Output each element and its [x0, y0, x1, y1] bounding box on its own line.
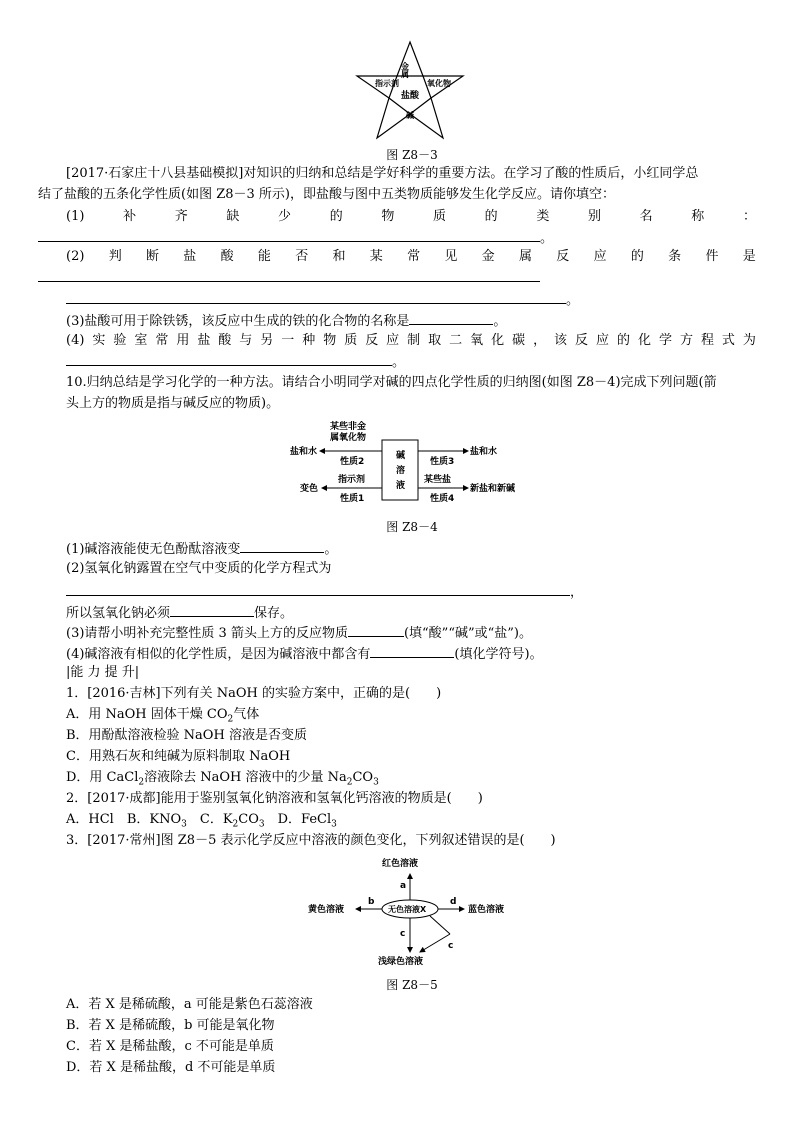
- spaced-char: 应: [386, 333, 400, 348]
- answer-blank[interactable]: [348, 623, 404, 637]
- q10-part2-answer-line: ，: [66, 582, 583, 602]
- nonmetal-oxide-label1: 某些非金: [330, 422, 367, 432]
- spaced-char: 盐: [183, 249, 197, 264]
- q10-part3: (3)请帮小明补充完整性质 3 箭头上方的反应物质 (填“酸”“碱”或“盐”)。: [66, 623, 532, 643]
- spaced-char: 质: [344, 333, 358, 348]
- spaced-char: 常: [407, 249, 421, 264]
- spaced-char: 制: [407, 333, 421, 348]
- spaced-char: 少: [278, 209, 292, 224]
- mc1-option-c[interactable]: C．用熟石灰和纯碱为原料制取 NaOH: [66, 749, 291, 764]
- property2-label: 性质2: [340, 457, 365, 467]
- colorless-solution-x-label: 无色溶液X: [388, 905, 427, 914]
- spaced-char: 酸: [218, 333, 232, 348]
- spaced-char: 与: [239, 333, 253, 348]
- spaced-char: 的: [329, 209, 343, 224]
- q9-intro-line1: [2017·石家庄十八县基础模拟]对知识的归纳和总结是学好科学的重要方法。在学习了酸的性质后，小红同学总: [66, 166, 699, 181]
- spaced-char: 齐: [174, 209, 188, 224]
- spaced-char: 化: [637, 333, 651, 348]
- spaced-char: 程: [700, 333, 714, 348]
- spaced-char: 类: [536, 209, 550, 224]
- star-center-label: 盐酸: [401, 91, 420, 101]
- spaced-char: 是: [742, 249, 756, 264]
- q9-part4: [66, 332, 756, 350]
- spaced-char: 氧: [470, 333, 484, 348]
- answer-blank[interactable]: [170, 603, 254, 617]
- answer-blank[interactable]: [38, 228, 540, 242]
- spaced-char: 的: [630, 249, 644, 264]
- mc2-stem: 2．[2017·成都]能用于鉴别氢氧化钠溶液和氢氧化钙溶液的物质是( ): [66, 791, 483, 806]
- q10-intro-line2: 头上方的物质是指与碱反应的物质)。: [66, 396, 280, 411]
- property3-label: 性质3: [430, 457, 455, 467]
- spaced-char: 常: [155, 333, 169, 348]
- spaced-char: 补: [123, 209, 137, 224]
- q9-part2-answer-line1: [38, 268, 540, 288]
- answer-blank[interactable]: [66, 290, 566, 304]
- spaced-char: 盐: [197, 333, 211, 348]
- label-c: c: [400, 929, 406, 939]
- property4-label: 性质4: [430, 494, 455, 504]
- answer-blank[interactable]: [66, 352, 392, 366]
- label-a: a: [400, 881, 407, 891]
- label-d: d: [450, 897, 457, 907]
- spaced-char: 的: [617, 333, 631, 348]
- q10-part4: (4)碱溶液有相似的化学性质，是因为碱溶液中都含有 (填化学符号)。: [66, 644, 543, 664]
- spaced-char: 该: [554, 333, 568, 348]
- spaced-char: 物: [323, 333, 337, 348]
- spaced-char: 一: [281, 333, 295, 348]
- spaced-char: 属: [518, 249, 532, 264]
- figure-caption: 图 Z8－5: [386, 978, 438, 992]
- mc1-option-b[interactable]: B．用酚酞溶液检验 NaOH 溶液是否变质: [66, 728, 307, 743]
- q9-part2-answer-line2: 。: [66, 290, 579, 310]
- property1-label: 性质1: [340, 494, 365, 504]
- spaced-char: 式: [721, 333, 735, 348]
- star-left-label: 指示剂: [375, 79, 399, 88]
- figure-caption: 图 Z8－3: [386, 148, 438, 162]
- mc3-stem: 3．[2017·常州]图 Z8－5 表示化学反应中溶液的颜色变化，下列叙述错误的是( ): [66, 833, 556, 848]
- label-c-right: c: [448, 941, 454, 951]
- spaced-char: 二: [449, 333, 463, 348]
- spaced-char: 另: [260, 333, 274, 348]
- spaced-char: 酸: [220, 249, 234, 264]
- spaced-char: 验: [113, 333, 127, 348]
- q10-part2: (2)氢氧化钠露置在空气中变质的化学方程式为: [66, 561, 332, 576]
- spaced-char: 缺: [226, 209, 240, 224]
- color-change-diagram: [300, 852, 520, 972]
- spaced-char: 方: [679, 333, 693, 348]
- spaced-char: ，: [533, 333, 547, 348]
- base-properties-diagram: [290, 418, 530, 508]
- spaced-char: 的: [484, 209, 498, 224]
- spaced-char: 件: [705, 249, 719, 264]
- spaced-char: (4): [66, 333, 85, 348]
- spaced-char: 反: [556, 249, 570, 264]
- star-diagram: [355, 38, 470, 143]
- spaced-char: 别: [587, 209, 601, 224]
- spaced-char: ：: [742, 209, 756, 224]
- spaced-char: (2): [66, 249, 85, 264]
- spaced-char: 金: [481, 249, 495, 264]
- new-salts-label: 新盐和新碱: [470, 484, 516, 494]
- spaced-char: 条: [668, 249, 682, 264]
- spaced-char: 某: [369, 249, 383, 264]
- spaced-char: 种: [302, 333, 316, 348]
- answer-blank[interactable]: [240, 539, 324, 553]
- q9-intro-line2: 结了盐酸的五条化学性质(如图 Z8－3 所示)，即盐酸与图中五类物质能够发生化学反应。请你填空：: [38, 187, 615, 202]
- spaced-char: 断: [146, 249, 160, 264]
- light-green-solution-label: 浅绿色溶液: [378, 957, 424, 967]
- mc1-option-d[interactable]: D．用 CaCl$_2$溶液除去 NaOH 溶液中的少量 $Na_2CO_3$: [66, 770, 379, 788]
- red-solution-label: 红色溶液: [382, 859, 419, 869]
- spaced-char: 见: [444, 249, 458, 264]
- indicator-label: 指示剂: [338, 475, 366, 485]
- spaced-char: 名: [639, 209, 653, 224]
- spaced-char: 实: [92, 333, 106, 348]
- q10-part1: (1)碱溶液能使无色酚酞溶液变 。: [66, 539, 337, 559]
- spaced-char: 否: [295, 249, 309, 264]
- star-top-label: 金属: [400, 62, 410, 78]
- q10-part2b: 所以氢氧化钠必须 保存。: [66, 603, 293, 623]
- figure-caption: 图 Z8－4: [386, 520, 438, 534]
- nonmetal-oxide-label2: 属氧化物: [330, 433, 367, 443]
- spaced-char: 取: [428, 333, 442, 348]
- mc1-stem: 1．[2016·吉林]下列有关 NaOH 的实验方案中，正确的是( ): [66, 686, 442, 701]
- q10-intro-line1: 10.归纳总结是学习化学的一种方法。请结合小明同学对碱的四点化学性质的归纳图(如图 Z8－4)完成下列问题(箭: [66, 375, 717, 390]
- spaced-char: 学: [658, 333, 672, 348]
- blue-solution-label: 蓝色溶液: [468, 905, 505, 915]
- spaced-char: 反: [575, 333, 589, 348]
- mc2-options[interactable]: A．HCl B．$KNO_3$ C．$K_2CO_3$ D．FeCl$_3$: [66, 812, 337, 830]
- spaced-char: 质: [433, 209, 447, 224]
- q9-part3: (3)盐酸可用于除铁锈，该反应中生成的铁的化合物的名称是 。: [66, 311, 506, 331]
- spaced-char: 应: [596, 333, 610, 348]
- salt-water-right: 盐和水: [470, 447, 498, 457]
- spaced-char: 称: [691, 209, 705, 224]
- spaced-char: 室: [134, 333, 148, 348]
- spaced-char: 能: [257, 249, 271, 264]
- answer-blank[interactable]: [409, 311, 493, 325]
- answer-blank[interactable]: [38, 268, 540, 282]
- spaced-char: 反: [365, 333, 379, 348]
- base-solution-char1: 碱: [396, 451, 406, 461]
- spaced-char: 碳: [512, 333, 526, 348]
- spaced-char: 化: [491, 333, 505, 348]
- answer-blank[interactable]: [370, 644, 454, 658]
- some-salt-label: 某些盐: [424, 475, 452, 485]
- section-heading: |能 力 提 升|: [66, 665, 140, 680]
- spaced-char: 和: [332, 249, 346, 264]
- mc3-option-c[interactable]: C．若 X 是稀盐酸，c 不可能是单质: [66, 1039, 274, 1054]
- spaced-char: 物: [381, 209, 395, 224]
- mc1-option-a[interactable]: A．用 NaOH 固体干燥 $CO_2$气体: [66, 707, 260, 725]
- salt-water-left: 盐和水: [290, 447, 318, 457]
- mc3-option-a[interactable]: A．若 X 是稀硫酸，a 可能是紫色石蕊溶液: [66, 997, 313, 1012]
- q9-part1-answer-line: 。: [38, 228, 553, 248]
- mc3-option-b[interactable]: B．若 X 是稀硫酸，b 可能是氧化物: [66, 1018, 275, 1033]
- q9-part1: [66, 208, 756, 226]
- color-change-label: 变色: [300, 484, 319, 494]
- spaced-char: 为: [742, 333, 756, 348]
- spaced-char: 用: [176, 333, 190, 348]
- answer-blank[interactable]: [66, 582, 570, 596]
- star-right-label: 氧化物: [427, 79, 451, 88]
- star-bottom-label: 碱: [406, 111, 414, 120]
- spaced-char: (1): [66, 209, 85, 224]
- q9-part4-answer-line: 。: [66, 352, 405, 372]
- q9-part2: [66, 248, 756, 266]
- base-solution-char3: 液: [396, 481, 406, 491]
- spaced-char: 应: [593, 249, 607, 264]
- yellow-solution-label: 黄色溶液: [308, 905, 345, 915]
- base-solution-char2: 溶: [396, 466, 406, 476]
- mc3-option-d[interactable]: D．若 X 是稀盐酸，d 不可能是单质: [66, 1060, 276, 1075]
- label-b: b: [368, 897, 375, 907]
- spaced-char: 判: [108, 249, 122, 264]
